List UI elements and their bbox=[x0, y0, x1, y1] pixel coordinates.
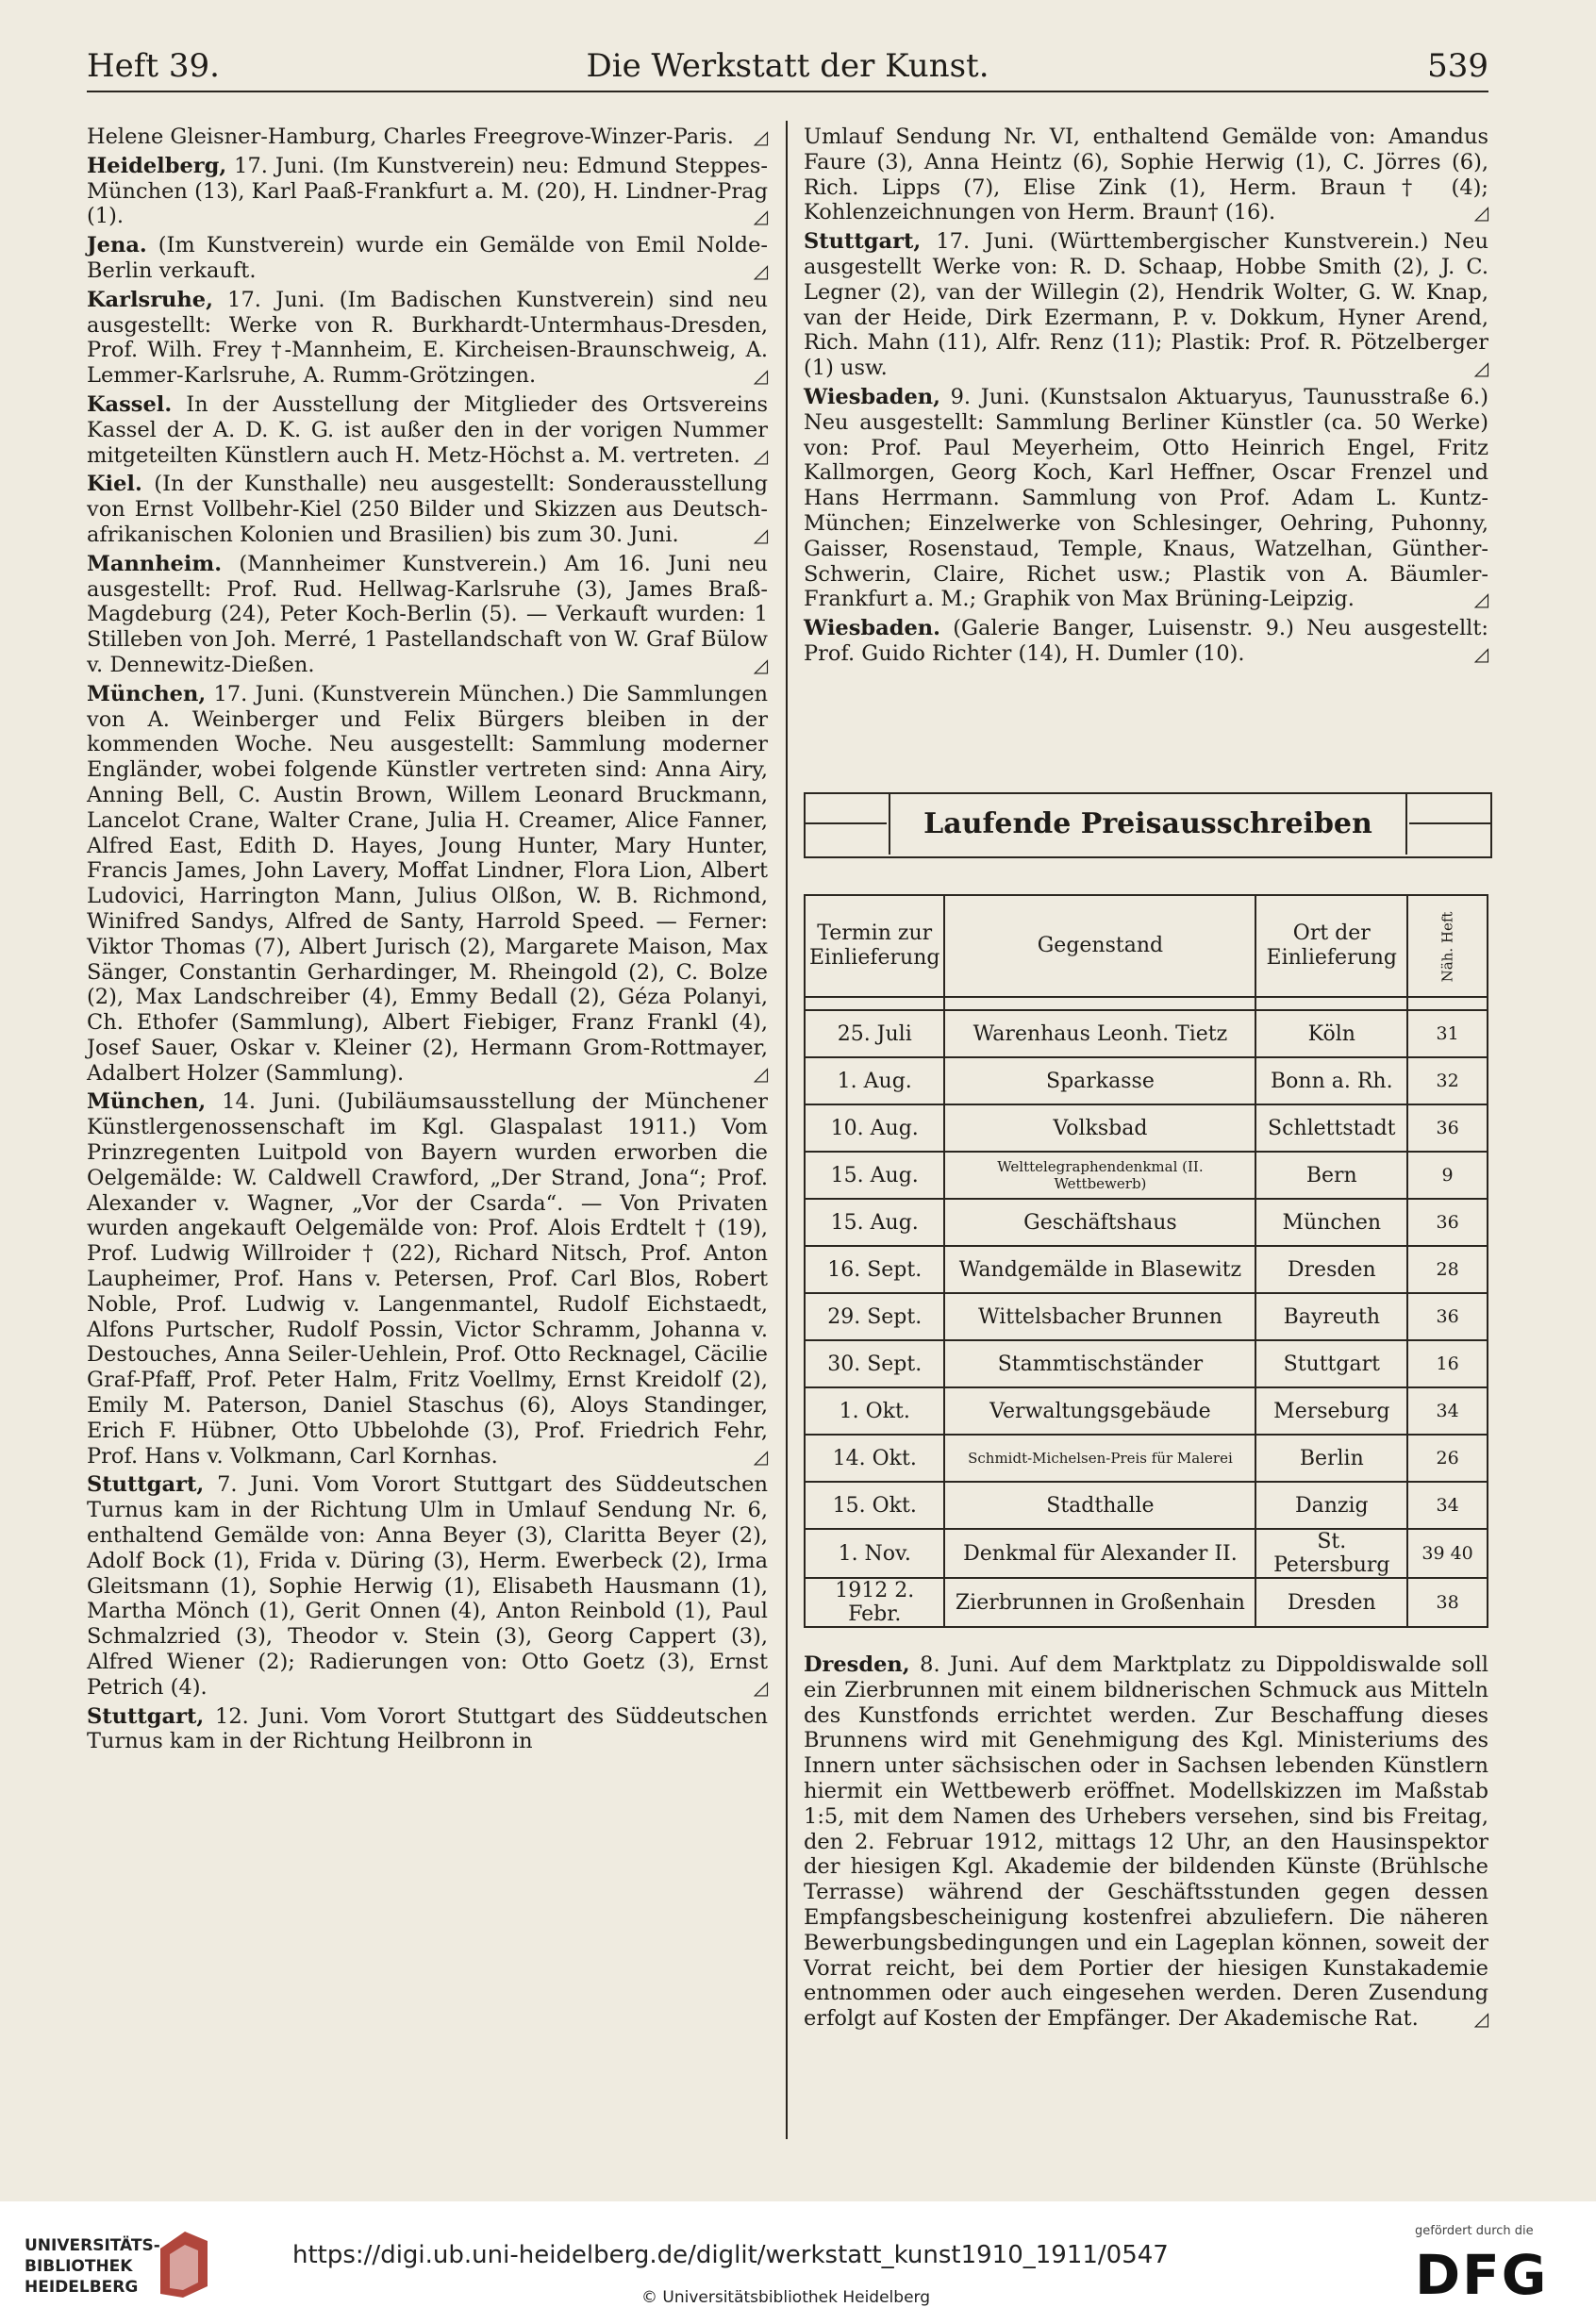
end-mark: ◿ bbox=[753, 653, 768, 676]
end-mark: ◿ bbox=[1473, 357, 1488, 380]
entry-city: Mannheim. bbox=[87, 551, 223, 576]
cell-subject: Stammtischständer bbox=[944, 1340, 1255, 1387]
header-date: Termin zur Einlieferung bbox=[805, 895, 944, 997]
news-entry bbox=[87, 1089, 768, 1469]
end-mark: ◿ bbox=[753, 1061, 768, 1085]
cell-subject: Geschäftshaus bbox=[944, 1199, 1255, 1246]
column-divider bbox=[786, 121, 788, 2139]
cell-subject: Sparkasse bbox=[944, 1057, 1255, 1104]
entry-city: Kassel. bbox=[87, 391, 173, 417]
news-entry bbox=[87, 288, 768, 389]
header-issue bbox=[1407, 895, 1488, 997]
end-mark: ◿ bbox=[753, 205, 768, 228]
news-entry bbox=[804, 229, 1488, 381]
news-entry bbox=[87, 233, 768, 284]
table-row bbox=[805, 1387, 1488, 1435]
cell-date: 15. Aug. bbox=[805, 1199, 944, 1246]
end-mark: ◿ bbox=[753, 364, 768, 388]
cell-subject: Verwaltungsgebäude bbox=[944, 1387, 1255, 1435]
cell-date: 16. Sept. bbox=[805, 1246, 944, 1293]
cell-subject: Volksbad bbox=[944, 1104, 1255, 1152]
end-mark: ◿ bbox=[753, 523, 768, 546]
entry-text: (In der Kunsthalle) neu ausgestellt: Sonderausstellung von Ernst Vollbehr-Kiel (250 Bilder und Skizzen aus Deutsch-afrikanischen Kolonien und Brasilien) bis zum 30. Juni. bbox=[87, 472, 768, 547]
end-mark: ◿ bbox=[753, 258, 768, 282]
end-mark: ◿ bbox=[1473, 588, 1488, 611]
table-row bbox=[805, 1578, 1488, 1627]
cell-subject: Warenhaus Leonh. Tietz bbox=[944, 1010, 1255, 1057]
end-mark: ◿ bbox=[753, 1675, 768, 1699]
entry-text: 17. Juni. (Im Badischen Kunstverein) sind neu ausgestellt: Werke von R. Burkhardt-Untermhaus-Dresden, Prof. Wilh. Frey †-Mannheim, E. Kircheisen-Braunschweig, A. Lemmer-Karlsruhe, A. Rumm-Grötzingen. bbox=[87, 287, 768, 389]
cell-date: 25. Juli bbox=[805, 1010, 944, 1057]
cell-date: 1. Nov. bbox=[805, 1529, 944, 1578]
digitization-footer bbox=[0, 2201, 1596, 2324]
cell-issue: 36 bbox=[1407, 1104, 1488, 1152]
cell-issue: 31 bbox=[1407, 1010, 1488, 1057]
cell-place: Bayreuth bbox=[1255, 1293, 1407, 1340]
table-row bbox=[805, 1340, 1488, 1387]
cell-issue: 36 bbox=[1407, 1293, 1488, 1340]
cell-place: Köln bbox=[1255, 1010, 1407, 1057]
cell-date: 14. Okt. bbox=[805, 1435, 944, 1482]
entry-text: Helene Gleisner-Hamburg, Charles Freegrove-Winzer-Paris. bbox=[87, 124, 734, 149]
cell-date: 30. Sept. bbox=[805, 1340, 944, 1387]
cell-place: Berlin bbox=[1255, 1435, 1407, 1482]
entry-city: Wiesbaden. bbox=[804, 616, 940, 641]
cell-place: Schlettstadt bbox=[1255, 1104, 1407, 1152]
end-mark: ◿ bbox=[753, 1444, 768, 1468]
news-entry bbox=[87, 682, 768, 1087]
cell-date: 29. Sept. bbox=[805, 1293, 944, 1340]
dresden-competition-notice bbox=[804, 1652, 1488, 2032]
table-row bbox=[805, 1010, 1488, 1057]
cell-issue: 26 bbox=[1407, 1435, 1488, 1482]
dfg-logo: DFG bbox=[1415, 2243, 1549, 2307]
entry-city: Kiel. bbox=[87, 472, 142, 497]
cell-issue: 38 bbox=[1407, 1578, 1488, 1627]
entry-text: In der Ausstellung der Mitglieder des Ortsvereins Kassel der A. D. K. G. ist außer den in der vorigen Nummer mitgeteilten Künstlern auch H. Metz-Höchst a. M. vertreten. bbox=[87, 391, 768, 468]
journal-title: Die Werkstatt der Kunst. bbox=[586, 47, 989, 85]
cell-place: Bern bbox=[1255, 1152, 1407, 1199]
cell-date: 1. Aug. bbox=[805, 1057, 944, 1104]
end-mark: ◿ bbox=[753, 443, 768, 467]
entry-text: 17. Juni. (Württembergischer Kunstverein.) Neu ausgestellt Werke von: R. D. Schaap, Hobbe Smith (2), J. C. Legner (2), van der Willegin (2), Hendrik Wolter, G. W. Knap, van der Heide, Dirk Ezermann, P. v. Dokkum, Hyner Arend, Rich. Mahn (11), Alfr. Renz (11); Plastik: Prof. R. Pötzelberger (1) usw. bbox=[804, 229, 1488, 381]
cell-issue: 34 bbox=[1407, 1387, 1488, 1435]
cell-subject: Denkmal für Alexander II. bbox=[944, 1529, 1255, 1578]
end-mark: ◿ bbox=[753, 125, 768, 148]
entry-city: Wiesbaden, bbox=[804, 384, 940, 409]
cell-subject: Zierbrunnen in Großenhain bbox=[944, 1578, 1255, 1627]
entry-text: 14. Juni. (Jubiläumsausstellung der Münchener Künstlergenossenschaft im Kgl. Glaspalast 1911.) Vom Prinzregenten Luitpold von Bayern wurden erworben die Oelgemälde: W. Caldwell Crawford, „Der Strand, Jona“; Prof. Alexander v. Wagner, „Vor der Csarda“. — Von Privaten wurden angekauft Oelgemälde von: Prof. Alois Erdtelt † (19), Prof. Ludwig Willroider † (22), Richard Nitsch, Prof. Anton Laupheimer, Prof. Hans v. Petersen, Prof. Carl Blos, Robert Noble, Prof. Ludwig v. Langenmantel, Rudolf Eichstaedt, Alfons Purtscher, Rudolf Possin, Victor Schramm, Johanna v. Destouches, Anna Seiler-Uehlein, Prof. Otto Recknagel, Cäcilie Graf-Pfaff, Prof. Peter Halm, Fritz Voellmy, Ernst Kreidolf (2), Emily M. Paterson, Daniel Staschus (6), Aloys Standinger, Erich F. Hübner, Otto Ubbelohde (3), Prof. Friedrich Fehr, Prof. Hans v. Volkmann, Carl Kornhas. bbox=[87, 1089, 768, 1469]
entry-text: 8. Juni. Auf dem Marktplatz zu Dippoldiswalde soll ein Zierbrunnen mit einem bildnerischen Schmuck aus Mitteln des Kunstfonds errichtet werden. Zur Beschaffung dieses Brunnens wird mit Genehmigung des Kgl. Ministeriums des Innern unter sächsischen oder in Sachsen lebenden Künstlern hiermit ein Wettbewerb eröffnet. Modellskizzen im Maßstab 1:5, mit dem Namen des Urhebers versehen, sind bis Freitag, den 2. Februar 1912, mittags 12 Uhr, an den Hausinspektor der hiesigen Kgl. Akademie der bildenden Künste (Brühlsche Terrasse) während der Geschäftsstunden gegen dessen Empfangsbescheinigung kostenfrei abzuliefern. Die näheren Bewerbungsbedingungen und ein Lageplan können, soweit der Vorrat reicht, bei dem Portier der hiesigen Kunstakademie entnommen oder auch eingesehen werden. Deren Zusendung erfolgt auf Kosten der Empfänger. Der Akademische Rat. bbox=[804, 1652, 1488, 2032]
end-mark: ◿ bbox=[1473, 2007, 1488, 2031]
cell-subject: Wittelsbacher Brunnen bbox=[944, 1293, 1255, 1340]
cell-place: Merseburg bbox=[1255, 1387, 1407, 1435]
table-row bbox=[805, 1529, 1488, 1578]
running-header bbox=[87, 42, 1488, 92]
cell-date: 15. Aug. bbox=[805, 1152, 944, 1199]
entry-city: Jena. bbox=[87, 233, 147, 258]
cell-date: 1. Okt. bbox=[805, 1387, 944, 1435]
news-entry bbox=[87, 552, 768, 678]
cell-place: Dresden bbox=[1255, 1578, 1407, 1627]
entry-text: (Im Kunstverein) wurde ein Gemälde von Emil Nolde-Berlin verkauft. bbox=[87, 233, 768, 283]
entry-text: 17. Juni. (Im Kunstverein) neu: Edmund Steppes-München (13), Karl Paaß-Frankfurt a. M. (20), H. Lindner-Prag (1). bbox=[87, 153, 768, 229]
cell-place: Danzig bbox=[1255, 1482, 1407, 1529]
news-entry bbox=[804, 616, 1488, 667]
right-column bbox=[804, 124, 1488, 671]
table-row bbox=[805, 1482, 1488, 1529]
table-row bbox=[805, 1293, 1488, 1340]
entry-city: Stuttgart, bbox=[87, 1703, 205, 1729]
cell-place: Bonn a. Rh. bbox=[1255, 1057, 1407, 1104]
news-entry bbox=[804, 385, 1488, 612]
entry-text: 17. Juni. (Kunstverein München.) Die Sammlungen von A. Weinberger und Felix Bürgers bleiben in der kommenden Woche. Neu ausgestellt: Sammlung moderner Engländer, wobei folgende Künstler vertreten sind: Anna Airy, Anning Bell, C. Austin Brown, Willem Leonard Bruckmann, Lancelot Crane, Walter Crane, Julia H. Creamer, Alice Fanner, Alfred East, Edith D. Hayes, Joung Hunter, Mary Hunter, Francis James, John Lavery, Moffat Lindner, Flora Lion, Albert Ludovici, Harrington Mann, Julius Olßon, W. B. Richmond, Winifred Sandys, Alfred de Santy, Harrold Speed. — Ferner: Viktor Thomas (7), Albert Jurisch (2), Margarete Maison, Max Sänger, Constantin Gerhardinger, M. Rheingold (2), C. Bolze (2), Max Landschreiber (4), Emmy Bedall (2), Géza Polanyi, Ch. Ethofer (Sammlung), Albert Fiebiger, Franz Frankl (4), Josef Sauer, Oskar v. Kleiner (2), Hermann Grom-Rottmayer, Adalbert Holzer (Sammlung). bbox=[87, 681, 768, 1086]
cell-place: St. Petersburg bbox=[1255, 1529, 1407, 1578]
entry-text: 12. Juni. Vom Vorort Stuttgart des Süddeutschen Turnus kam in der Richtung Heilbronn in bbox=[87, 1703, 768, 1754]
end-mark: ◿ bbox=[1473, 201, 1488, 224]
cell-subject: Stadthalle bbox=[944, 1482, 1255, 1529]
cell-date: 10. Aug. bbox=[805, 1104, 944, 1152]
cell-subject: Schmidt-Michelsen-Preis für Malerei bbox=[944, 1435, 1255, 1482]
header-subject: Gegenstand bbox=[944, 895, 1255, 997]
header-issue-text: Näh. Heft bbox=[1438, 911, 1456, 982]
page-number: 539 bbox=[1427, 47, 1488, 85]
cell-issue: 32 bbox=[1407, 1057, 1488, 1104]
entry-city: Karlsruhe, bbox=[87, 287, 213, 312]
entry-text: (Galerie Banger, Luisenstr. 9.) Neu ausgestellt: Prof. Guido Richter (14), H. Dumler (10). bbox=[804, 616, 1488, 666]
entry-text: 7. Juni. Vom Vorort Stuttgart des Süddeutschen Turnus kam in der Richtung Ulm in Umlauf Sendung Nr. 6, enthaltend Gemälde von: Anna Beyer (3), Claritta Beyer (2), Adolf Bock (1), Frida v. Düring (3), Herm. Ewerbeck (2), Irma Gleitsmann (1), Sophie Herwig (1), Elisabeth Hausmann (1), Martha Mönch (1), Gerit Onnen (4), Anton Reinbold (1), Paul Schmalzried (3), Theodor v. Stein (3), Georg Cappert (3), Alfred Wiener (2); Radierungen von: Otto Goetz (3), Ernst Petrich (4). bbox=[87, 1472, 768, 1700]
entry-city: Stuttgart, bbox=[87, 1472, 205, 1498]
table-row bbox=[805, 1104, 1488, 1152]
entry-city: Stuttgart, bbox=[804, 229, 922, 255]
library-name: UNIVERSITÄTS- BIBLIOTHEK HEIDELBERG bbox=[25, 2236, 160, 2297]
cell-issue: 16 bbox=[1407, 1340, 1488, 1387]
cell-issue: 36 bbox=[1407, 1199, 1488, 1246]
entry-text: (Mannheimer Kunstverein.) Am 16. Juni neu ausgestellt: Prof. Rud. Hellwag-Karlsruhe (3), James Braß-Magdeburg (24), Peter Koch-Berlin (5). — Verkauft wurden: 1 Stilleben von Joh. Merré, 1 Pastellandschaft von W. Graf Bülow v. Dennewitz-Dießen. bbox=[87, 551, 768, 677]
banner-rule-right bbox=[1409, 822, 1490, 824]
news-entry bbox=[87, 1472, 768, 1700]
cell-place: Dresden bbox=[1255, 1246, 1407, 1293]
table-row bbox=[805, 1246, 1488, 1293]
source-url-link[interactable]: https://digi.ub.uni-heidelberg.de/diglit/werkstatt_kunst1910_1911/0547 bbox=[292, 2241, 1169, 2269]
table-row bbox=[805, 1152, 1488, 1199]
entry-city: Dresden, bbox=[804, 1652, 910, 1677]
header-place: Ort der Einlieferung bbox=[1255, 895, 1407, 997]
funding-note: gefördert durch die bbox=[1415, 2224, 1534, 2238]
entry-city: Heidelberg, bbox=[87, 153, 227, 178]
cell-issue: 34 bbox=[1407, 1482, 1488, 1529]
cell-issue: 9 bbox=[1407, 1152, 1488, 1199]
news-entry bbox=[87, 392, 768, 468]
issue-label: Heft 39. bbox=[87, 47, 220, 85]
entry-city: München, bbox=[87, 681, 207, 706]
cell-subject: Welttelegraphendenkmal (II. Wettbewerb) bbox=[944, 1152, 1255, 1199]
banner-rule-left bbox=[806, 822, 887, 824]
cell-issue: 28 bbox=[1407, 1246, 1488, 1293]
cell-subject: Wandgemälde in Blasewitz bbox=[944, 1246, 1255, 1293]
entry-text: 9. Juni. (Kunstsalon Aktuaryus, Taunusstraße 6.) Neu ausgestellt: Sammlung Berliner Künstler (ca. 50 Werke) von: Prof. Paul Meyerheim, Otto Heinrich Engel, Fritz Kallmorgen, Georg Koch, Karl Heffner, Oscar Frenzel und Hans Herrmann. Sammlung von Prof. Adam L. Kuntz-München; Einzelwerke von Schlesinger, Oehring, Puhonny, Gaisser, Rosenstaud, Temple, Knaus, Watzelhan, Günther-Schwerin, Claire, Richet usw.; Plastik von A. Bäumler-Frankfurt a. M.; Graphik von Max Brüning-Leipzig. bbox=[804, 384, 1488, 612]
cell-place: Stuttgart bbox=[1255, 1340, 1407, 1387]
table-row bbox=[805, 1199, 1488, 1246]
news-entry bbox=[87, 124, 768, 150]
end-mark: ◿ bbox=[1473, 641, 1488, 665]
cell-date: 1912 2. Febr. bbox=[805, 1578, 944, 1627]
copyright-notice: © Universitätsbibliothek Heidelberg bbox=[641, 2288, 931, 2307]
news-entry bbox=[804, 124, 1488, 225]
left-column bbox=[87, 124, 768, 1758]
cell-place: München bbox=[1255, 1199, 1407, 1246]
news-entry bbox=[87, 1704, 768, 1755]
table-row bbox=[805, 1435, 1488, 1482]
entry-city: München, bbox=[87, 1089, 207, 1115]
section-title: Laufende Preisausschreiben bbox=[889, 792, 1407, 855]
cell-issue: 39 40 bbox=[1407, 1529, 1488, 1578]
competitions-table bbox=[804, 894, 1488, 1628]
news-entry bbox=[87, 472, 768, 547]
section-banner bbox=[804, 792, 1492, 858]
news-entry bbox=[87, 154, 768, 229]
entry-text: Umlauf Sendung Nr. VI, enthaltend Gemälde von: Amandus Faure (3), Anna Heintz (6), Sophie Herwig (1), C. Jörres (6), Rich. Lipps (7), Elise Zink (1), Herm. Braun† (4); Kohlenzeichnungen von Herm. Braun† (16). bbox=[804, 124, 1488, 225]
table-row bbox=[805, 1057, 1488, 1104]
library-logo-icon bbox=[157, 2228, 211, 2299]
cell-date: 15. Okt. bbox=[805, 1482, 944, 1529]
